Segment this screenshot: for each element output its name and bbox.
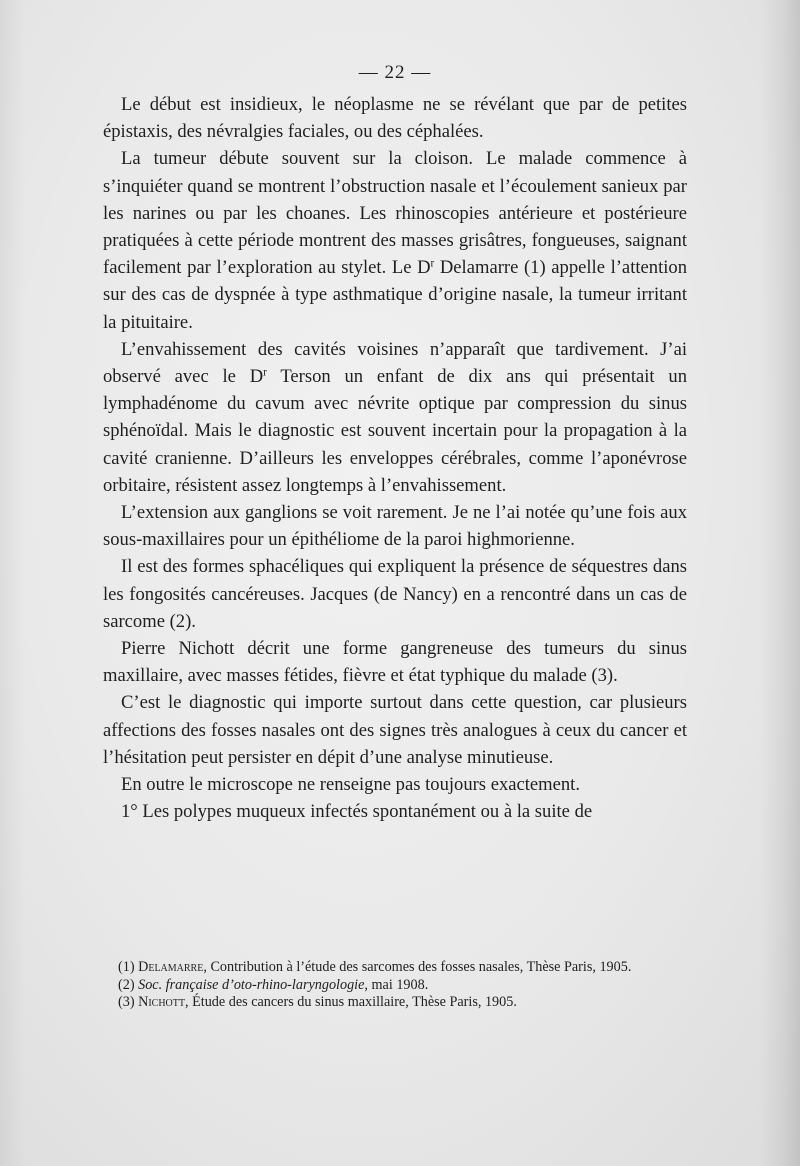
superscript: r (430, 257, 435, 270)
paragraph-text: Terson un enfant de dix ans qui présentait un lymphadénome du cavum avec névrite optique par compression du sinus sphénoïdal. Mais le diagnostic est souvent incertain pour la propagation à la cavité cranienne. D’ailleurs les enveloppes cérébrales, comme l’aponévrose orbitaire, résistent assez longtemps à l’envahissement. (103, 366, 687, 496)
paragraph-text: La tumeur débute souvent sur la cloison. Le malade commence à s’inquiéter quand se montrent l’obstruction nasale et l’écoulement sanieux par les narines ou par les choanes. Les rhinoscopies antérieure et postérieure pratiquées à cette période montrent des masses grisâtres, fongueuses, saignant facilement par l’exploration au stylet. Le D (103, 148, 687, 279)
paragraph: C’est le diagnostic qui importe surtout dans cette question, car plusieurs affections des fosses nasales ont des signes très analogues à ceux du cancer et l’hésitation peut persister en dépit d’une analyse minutieuse. (103, 692, 687, 768)
footnote-marker: (1) (118, 959, 135, 975)
footnote-author: Nichott (138, 994, 185, 1010)
paragraph-text: Delamarre (1) appelle l’attention sur des cas de dyspnée à type asthmatique d’origine nasale, la tumeur irritant la pituitaire. (103, 257, 687, 333)
paragraph: L’extension aux ganglions se voit rarement. Je ne l’ai notée qu’une fois aux sous-maxillaires pour un épithéliome de la paroi highmorienne. (103, 502, 687, 551)
footnote-author: Delamarre (138, 959, 204, 975)
page-number: — 22 — (358, 62, 432, 83)
page-edge-shadow (760, 0, 800, 1166)
footnote-text: , Contribution à l’étude des sarcomes des fosses nasales, Thèse Paris, 1905. (203, 959, 632, 975)
paragraph (103, 336, 687, 499)
footnote-text: , mai 1908. (364, 976, 429, 993)
footnote (103, 994, 687, 1012)
footnote-marker: (3) (118, 994, 135, 1010)
paragraph: Pierre Nichott décrit une forme gangreneuse des tumeurs du sinus maxillaire, avec masses fétides, fièvre et état typhique du malade (3). (103, 638, 687, 687)
footnote-marker: (2) (118, 976, 135, 993)
paragraph: Le début est insidieux, le néoplasme ne se révélant que par de petites épistaxis, des névralgies faciales, ou des céphalées. (103, 94, 687, 143)
paragraph (103, 145, 687, 335)
page-gutter-shadow (0, 0, 25, 1166)
paragraph: Il est des formes sphacéliques qui expliquent la présence de séquestres dans les fongosités cancéreuses. Jacques (de Nancy) en a rencontré dans un cas de sarcome (2). (103, 556, 687, 632)
paragraph: 1° Les polypes muqueux infectés spontanément ou à la suite de (121, 801, 593, 823)
footnote (103, 959, 687, 977)
paragraph: En outre le microscope ne renseigne pas toujours exactement. (121, 774, 580, 796)
footnote (103, 977, 687, 995)
body-text (103, 91, 687, 825)
superscript: r (263, 366, 267, 379)
footnotes (103, 959, 687, 1012)
footnote-text: , Étude des cancers du sinus maxillaire, Thèse Paris, 1905. (185, 994, 517, 1010)
footnote-journal: Soc. française d’oto-rhino-laryngologie (138, 976, 365, 993)
paragraph-text: L’envahissement des cavités voisines n’apparaît que tardivement. J’ai observé avec le D (103, 338, 687, 388)
